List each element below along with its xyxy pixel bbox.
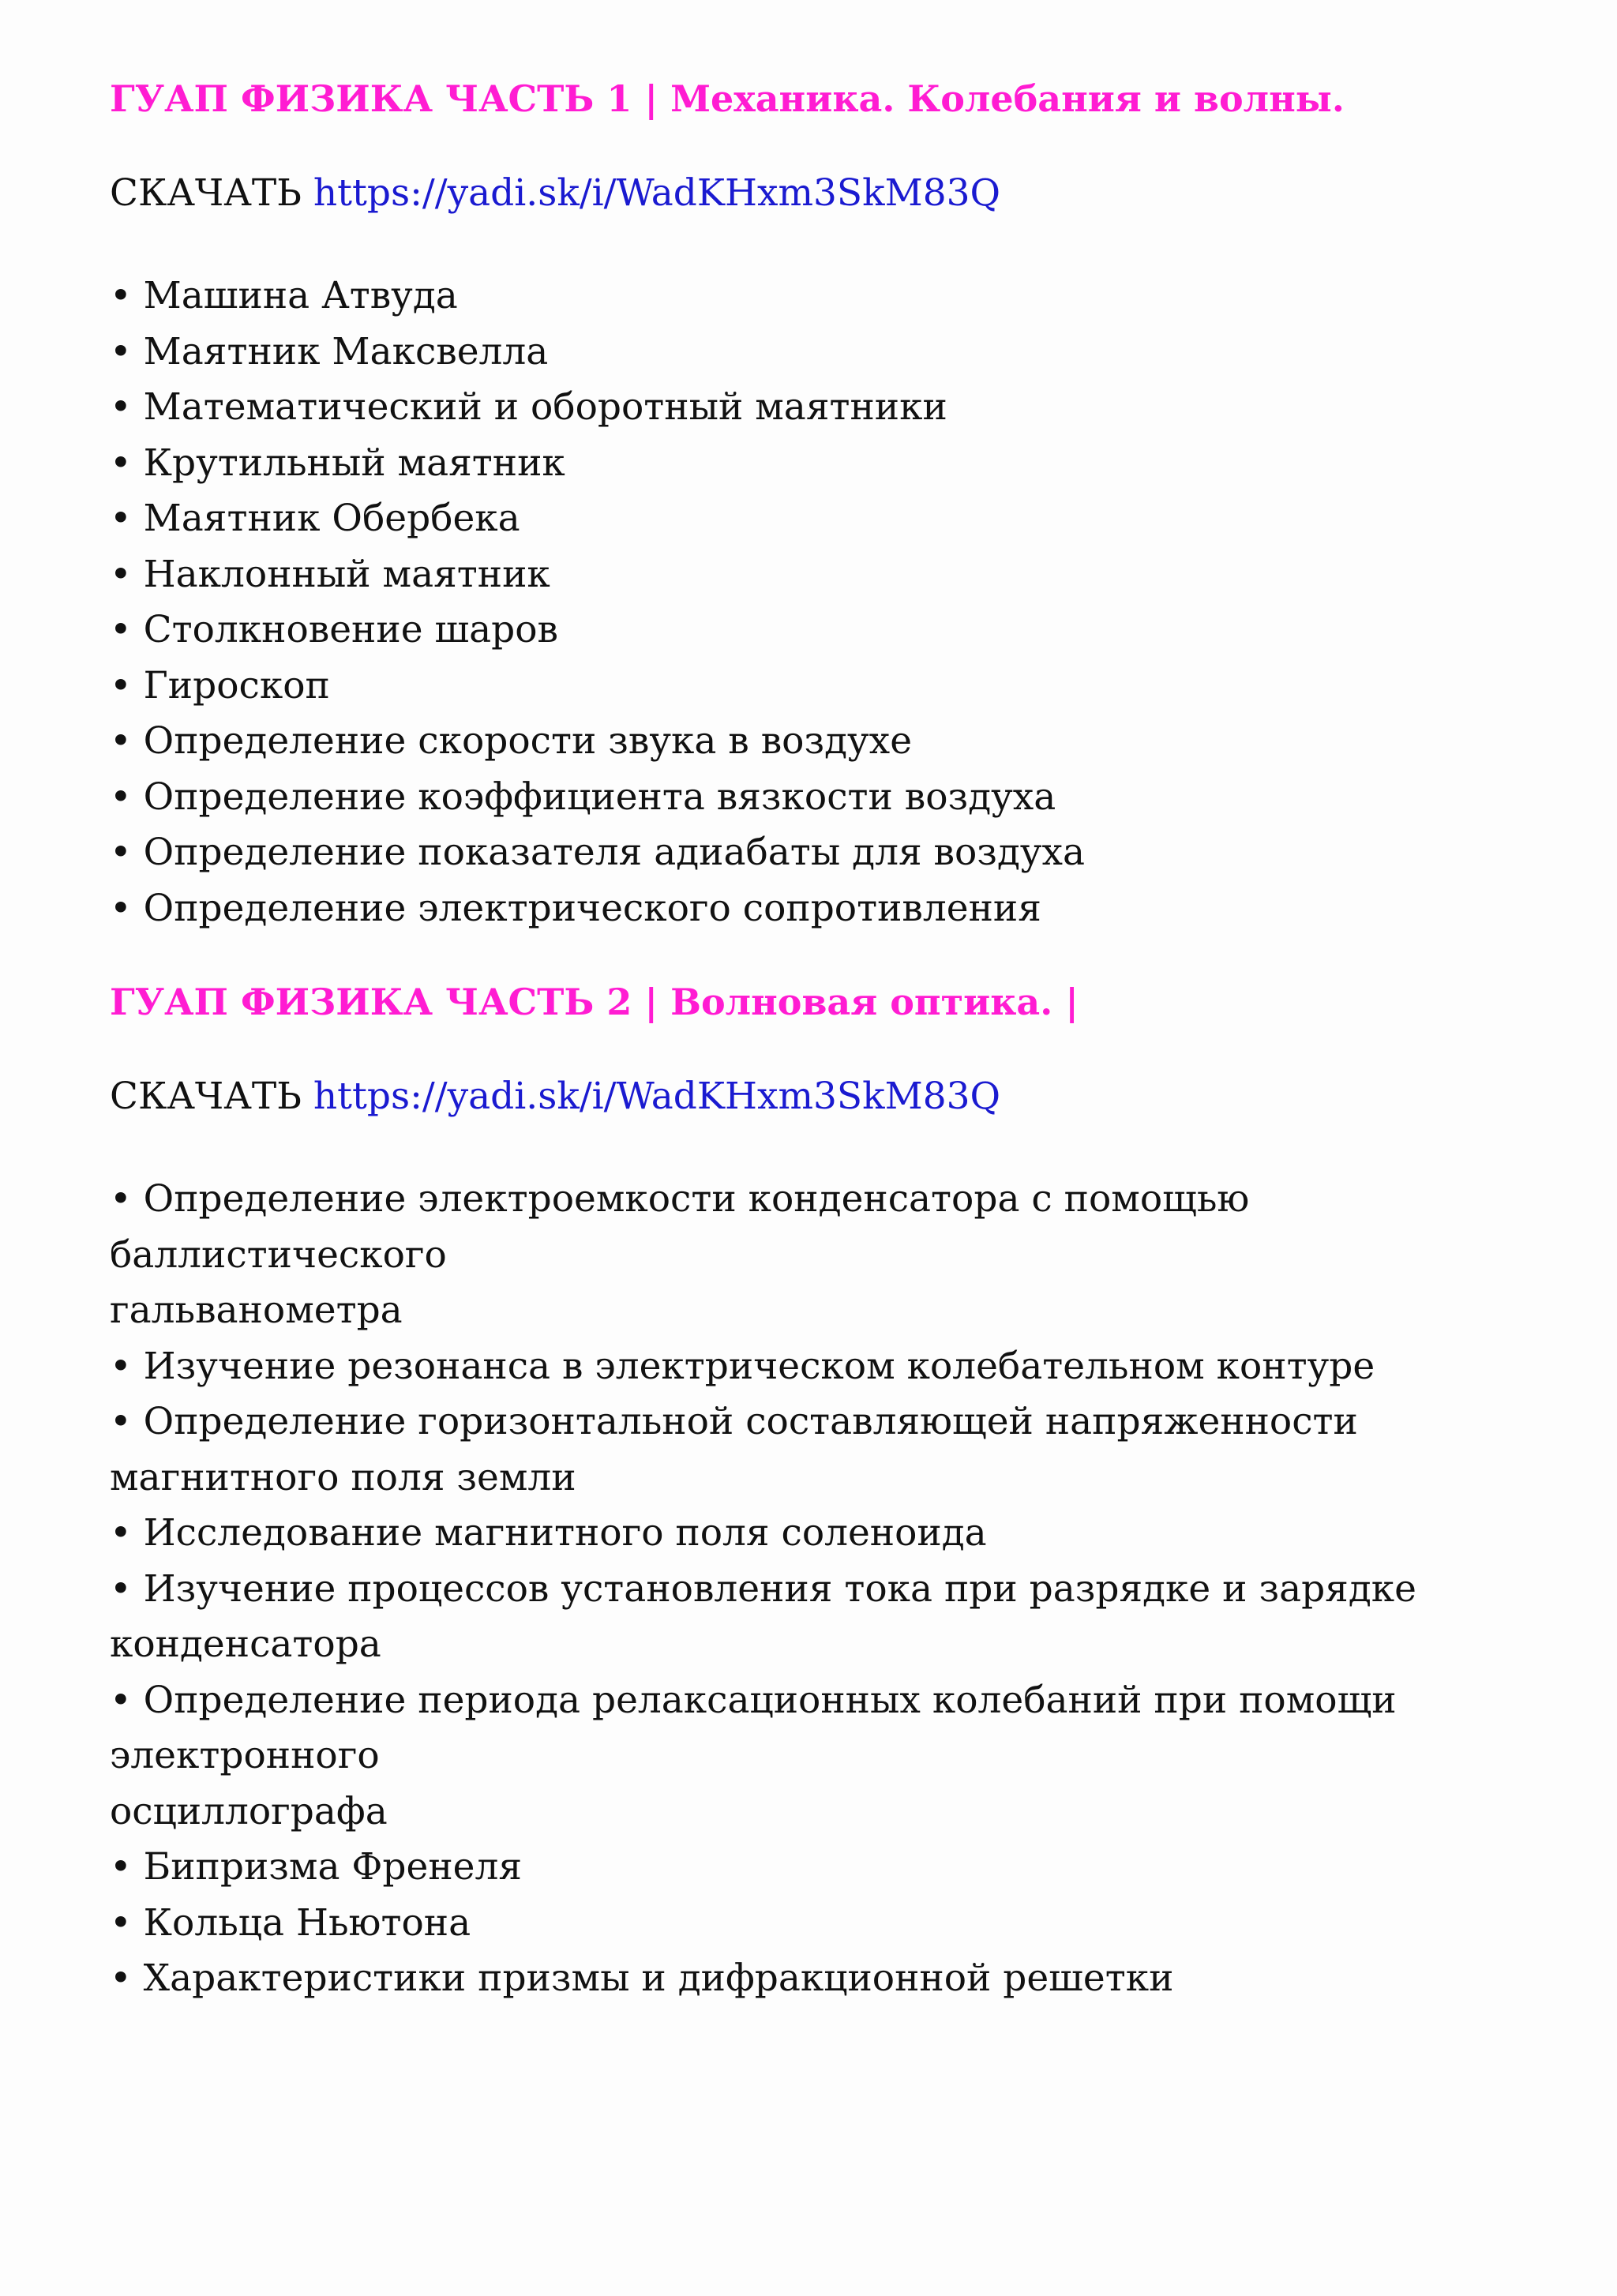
section-part-2	[110, 974, 1531, 2007]
list-item-text: • Определение скорости звука в воздухе	[110, 719, 913, 763]
list-item	[110, 1172, 1531, 1339]
list-item-text: • Кольца Ньютона	[110, 1900, 471, 1945]
section-heading: ГУАП ФИЗИКА ЧАСТЬ 1 | Механика. Колебания и волны.	[110, 77, 1345, 120]
list-item	[110, 1840, 1531, 1896]
list-item	[110, 602, 1531, 658]
list-item	[110, 881, 1531, 937]
list-item	[110, 547, 1531, 603]
list-item-text: • Математический и оборотный маятники	[110, 385, 947, 429]
list-item	[110, 1506, 1531, 1562]
list-item	[110, 1951, 1531, 2007]
list-item-text: • Определение периода релаксационных колебаний при помощи	[110, 1678, 1397, 1722]
list-item-text: • Определение электрического сопротивления	[110, 886, 1041, 930]
list-item-text: • Определение коэффициента вязкости воздуха	[110, 775, 1056, 819]
list-item-text: баллистического	[110, 1232, 447, 1277]
list-item-text: осциллографа	[110, 1789, 388, 1833]
list-item-text: • Бипризма Френеля	[110, 1845, 522, 1889]
download-line	[110, 166, 1531, 221]
list-item-text: • Маятник Обербека	[110, 497, 520, 540]
list-item	[110, 658, 1531, 715]
list-item	[110, 268, 1531, 325]
download-label: СКАЧАТЬ	[110, 171, 302, 215]
list-item-text: • Изучение процессов установления тока при разрядке и зарядке	[110, 1566, 1416, 1611]
download-label: СКАЧАТЬ	[110, 1075, 302, 1118]
download-link[interactable]: https://yadi.sk/i/WadKHxm3SkM83Q	[313, 171, 1001, 215]
list-item	[110, 1339, 1531, 1395]
list-item	[110, 491, 1531, 547]
download-link[interactable]: https://yadi.sk/i/WadKHxm3SkM83Q	[313, 1075, 1001, 1118]
list-item-text: • Крутильный маятник	[110, 441, 565, 485]
list-item-text: • Изучение резонанса в электрическом колебательном контуре	[110, 1344, 1375, 1388]
list-item-text: конденсатора	[110, 1623, 381, 1666]
list-item	[110, 325, 1531, 381]
list-item-text: • Наклонный маятник	[110, 552, 550, 596]
section-heading: ГУАП ФИЗИКА ЧАСТЬ 2 | Волновая оптика. |	[110, 981, 1079, 1023]
list-item-text: гальванометра	[110, 1289, 403, 1332]
list-item-text: • Столкновение шаров	[110, 608, 559, 651]
list-item-text: электронного	[110, 1734, 380, 1777]
list-item	[110, 770, 1531, 826]
list-item	[110, 1896, 1531, 1952]
list-item	[110, 1562, 1531, 1673]
lab-list	[110, 268, 1531, 936]
lab-list	[110, 1172, 1531, 2007]
list-item	[110, 1673, 1531, 1840]
list-item-text: • Маятник Максвелла	[110, 329, 549, 373]
list-item	[110, 436, 1531, 492]
list-item-text: • Гироскоп	[110, 663, 330, 707]
section-part-1	[110, 71, 1531, 936]
document-content	[110, 71, 1531, 2007]
list-item-text: • Определение электроемкости конденсатора с помощью	[110, 1177, 1250, 1221]
list-item-text: • Определение показателя адиабаты для воздуха	[110, 831, 1086, 874]
list-item-text: • Характеристики призмы и дифракционной решетки	[110, 1956, 1174, 2000]
list-item-text: • Определение горизонтальной составляющей напряженности	[110, 1400, 1358, 1443]
list-item	[110, 825, 1531, 881]
list-item-text: магнитного поля земли	[110, 1455, 576, 1499]
list-item-text: • Машина Атвуда	[110, 274, 458, 317]
list-item-text: • Исследование магнитного поля соленоида	[110, 1511, 987, 1555]
list-item	[110, 714, 1531, 770]
list-item	[110, 380, 1531, 436]
download-line	[110, 1069, 1531, 1124]
list-item	[110, 1394, 1531, 1506]
